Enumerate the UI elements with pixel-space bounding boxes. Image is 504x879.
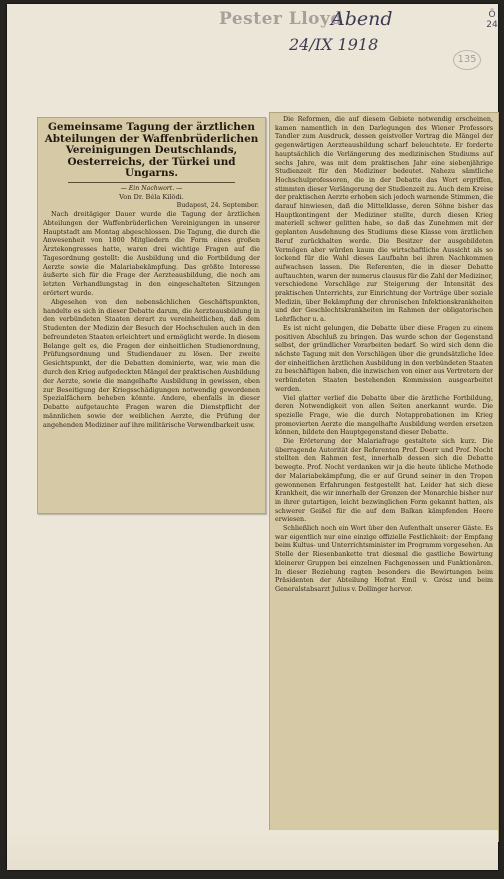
handwritten-edition: Abend [331, 8, 393, 30]
archive-sheet [7, 4, 498, 870]
handwritten-date: 24/IX 1918 [289, 35, 379, 54]
clipping-right [269, 112, 499, 842]
newspaper-stamp: Pester Lloyd [219, 9, 343, 29]
corner-note: Ö 24 [486, 10, 498, 30]
clipping-left [37, 117, 266, 514]
headline-rule [68, 182, 235, 183]
paragraph: Viel glatter verlief die Debatte über die ärztliche Fortbildung, deren Notwendigkeit von allen Seiten anerkannt wurde. Die spezielle Frage, wie die durch Notapprobationen im Krieg promovierten Aerzte die mangelhafte Ausbildung werden ersetzen können, bildete den Hauptgegenstand dieser Debatte. [275, 394, 493, 437]
article-source: — Ein Nachwort. — [120, 184, 183, 192]
paragraph: Die Reformen, die auf diesem Gebiete notwendig erscheinen, kamen namentlich in den Darlegungen des Wiener Professors Tandler zum Ausdruck, dessen geistvoller Vortrag die Mängel der gegenwärtigen Aerzteausbildung scharf beleuchtete. Er forderte hauptsächlich die Verlängerung des medizinischen Studiums auf sechs Jahre, was mit dem praktischen Jahr eine siebenjährige Studienzeit für den Mediziner bedeutet. Nahezu sämtliche Hochschulprofessoren, die in der Debatte das Wort ergriffen, stimmten dieser Verlängerung der Studienzeit zu. Auch dem Kreise der praktischen Aerzte erhoben sich jedoch warnende Stimmen, die darauf hinwiesen, daß die Mittelklasse, deren Söhne bisher das Hauptkontingent der Mediziner stellte, durch diesen Krieg materiell schwer gelitten habe, so daß das Zunehmen mit der geplanten Ausdehnung des Studiums diese Klasse vom ärztlichen Beruf zurückhalten werde. Die Besitzer der ausgebildeten Vermögen aber würden kaum die wirtschaftliche Aussicht als so lockend für die Wahl dieses Laufbahn bei ihren Nachkommen aufwachsen lassen. Die Referenten, die in dieser Debatte auftauchten, waren der numerus clausus für die Zahl der Mediziner, verschiedene Vorschläge zur Steigerung der Intensität des praktischen Unterrichts, zur Einrichtung der Vorträge über soziale Medizin, über Bekämpfung der chronischen Infektionskrankheiten und der Geschlechtskrankheiten im Rahmen der obligatorischen Lehrfächer u. a. [275, 116, 493, 324]
article-body-left [43, 210, 260, 430]
article-body-right [275, 116, 493, 595]
archive-number: 135 [453, 50, 481, 70]
paragraph: Die Erörterung der Malariafrage gestaltete sich kurz. Die überragende Autorität der Referenten Prof. Doerr und Prof. Nocht stellten den Rahmen fest, innerhalb dessen sich die Debatte bewegte. Prof. Nocht verdanken wir ja die heute übliche Methode der Malariabekämpfung, die er auf Grund seiner in den Tropen gewonnenen Erfahrungen festgestellt hat. Leider hat sich diese Krankheit, die wir innerhalb der Grenzen der Monarchie bisher nur in ihrer gutartigen, leicht bezwinglichen Form gekannt hatten, als schwerer Geißel für die auf dem Balkan kämpfenden Heere erwiesen. [275, 438, 493, 524]
paragraph: Abgesehen von den nebensächlichen Geschäftspunkten, handelte es sich in dieser Debatte darum, die Aerzteausbildung in den verbündeten Staaten derart zu vereinheitlichen, daß dem Studenten der Medizin der Besuch der Hochschulen auch in den befreundeten Staaten erleichtert und ermöglicht werde. In diesem Belange gelt es, die Fragen der einheitlichen Studienordnung, Prüfungsordnung und Studiendauer zu lösen. Der zweite Gesichtspunkt, der die Debatten dominierte, war, wie man die durch den Krieg aufgedeckten Mängel der praktischen Ausbildung der Aerzte, sowie die mangelhafte Ausbildung in gewissen, eben zur Beseitigung der Kriegsschädigungen notwendig gewordenen Spezialfächern beheben könnte. Andere, ebenfalls in dieser Debatte aufgetauchte Fragen waren die Dienstpflicht der männlichen sowie der weiblichen Aerzte, die Prüfung der angehenden Mediziner auf ihre militärische Verwendbarkeit usw. [43, 297, 260, 429]
article-dateline: Budapest, 24. September. [176, 201, 259, 209]
paragraph: Es ist nicht gelungen, die Debatte über diese Fragen zu einem positiven Abschluß zu bringen. Das wurde schon der Gegenstand selbst, der gründlicher Vorarbeiten bedarf. So wird sich denn die nächste Tagung mit den Vorschlägen über die grundsätzliche Idee der einheitlichen ärztlichen Ausbildung in den verbündeten Staaten zu beschäftigen haben, die inzwischen von einer aus Vertretern der verbündeten Staaten bestehenden Kommission ausgearbeitet werden. [275, 324, 493, 393]
paragraph: Schließlich noch ein Wort über den Aufenthalt unserer Gäste. Es war eigentlich nur eine einzige offizielle Festlichkeit: der Empfang beim Kultus- und Unterrichtsminister im Programm vorgesehen. An Stelle der Riesenbankette trat diesmal die gastliche Bewirtung kleinerer Gruppen bei einzelnen Fachgenossen und Funktionären. In dieser Beziehung ragten besonders die Bewirtungen beim Präsidenten der Abteilung Hofrat Emil v. Grósz und beim Generalstabsarzt Julius v. Dollinger hervor. [275, 525, 493, 593]
article-headline: Gemeinsame Tagung der ärztlichen Abteilungen der Waffenbrüderlichen Vereinigungen Deutschlands, Oesterreichs, der Türkei und Ungarns. [44, 121, 259, 180]
article-byline: Von Dr. Béla Kilödi. [119, 192, 184, 201]
paragraph: Nach dreitägiger Dauer wurde die Tagung der ärztlichen Abteilungen der Waffenbrüderlichen Vereinigungen in unserer Hauptstadt am Montag abgeschlossen. Die Tagung, die durch die Anwesenheit von 1800 Mitgliedern die Form eines großen Ärztekongresses hatte, waren drei wichtige Fragen auf die Tagesordnung gestellt: die Ausbildung und die Fortbildung der Aerzte sowie die Malariabekämpfung. Das größte Interesse äußerte sich für die Frage der Aerzteausbildung, die noch am letzten Verhandlungstag in den eingeschalteten Sitzungen erörtert wurde. [43, 209, 260, 297]
